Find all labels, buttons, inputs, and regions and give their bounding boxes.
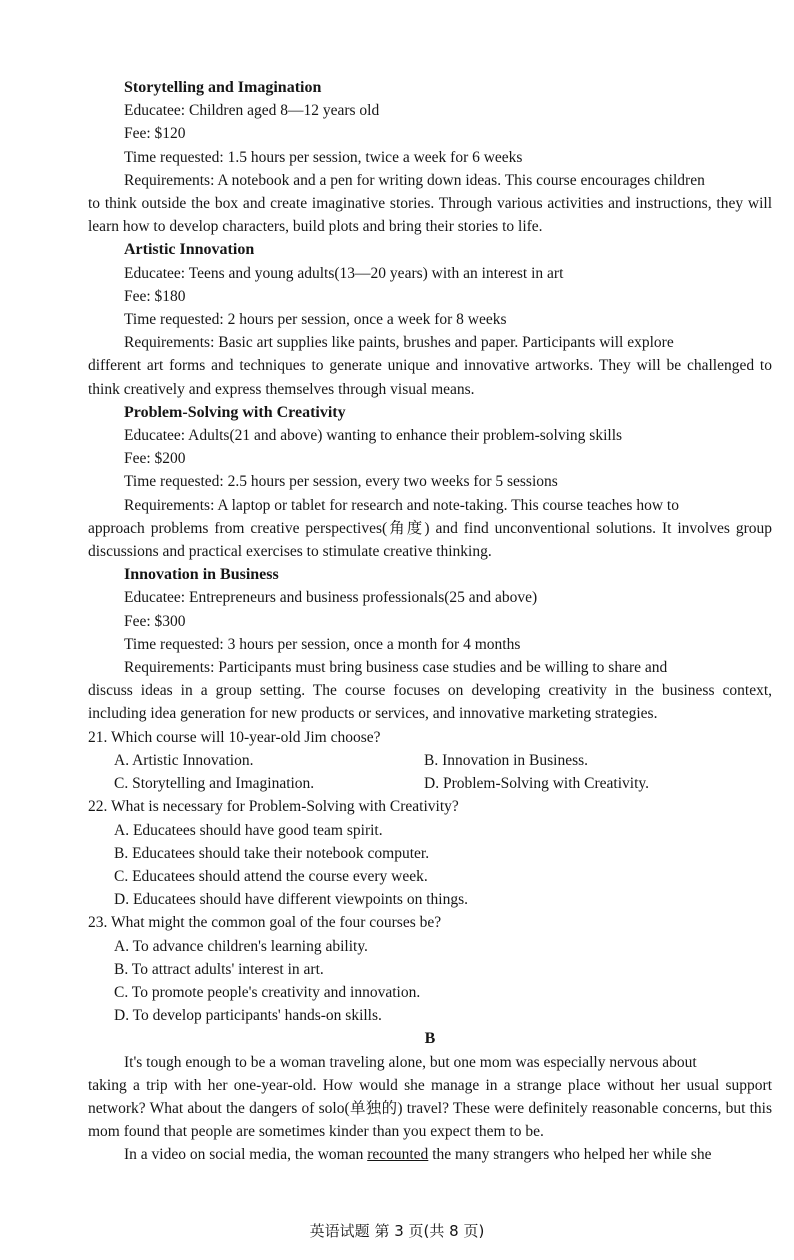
paragraph-text: In a video on social media, the woman <box>124 1146 368 1164</box>
underlined-word: recounted <box>367 1146 429 1164</box>
option-b: B. To attract adults' interest in art. <box>114 960 324 978</box>
requirements-rest: approach problems from creative perspectives(角度) and find unconventional solutions. It involves group discussions and practical exercises to stimulate creative thinking. <box>88 519 772 561</box>
course-storytelling <box>88 76 772 238</box>
option-row <box>88 772 772 795</box>
course-fee: Fee: $180 <box>124 287 186 305</box>
course-time: Time requested: 1.5 hours per session, twice a week for 6 weeks <box>124 148 523 166</box>
passage-b-paragraph-1 <box>88 1051 772 1144</box>
paragraph-rest: taking a trip with her one-year-old. How would she manage in a strange place without her usual support network? What about the dangers of solo(单独的) travel? These were definitely reasonable concerns, but this mom found that people are sometimes kinder than you expect them to be. <box>88 1076 772 1141</box>
question-21 <box>88 726 772 796</box>
requirements-first-line: Requirements: A laptop or tablet for research and note-taking. This course teaches how to <box>124 496 679 514</box>
question-stem: 22. What is necessary for Problem-Solving with Creativity? <box>88 798 459 816</box>
course-title: Storytelling and Imagination <box>124 79 322 96</box>
requirements-first-line: Requirements: A notebook and a pen for writing down ideas. This course encourages children <box>124 171 705 189</box>
page-content <box>88 76 772 1167</box>
question-stem: 21. Which course will 10-year-old Jim choose? <box>88 728 381 746</box>
course-requirements <box>88 331 772 401</box>
course-educatee: Educatee: Entrepreneurs and business professionals(25 and above) <box>124 589 538 607</box>
page-footer: 英语试题 第 3 页(共 8 页) <box>309 1222 485 1240</box>
passage-b-paragraph-2 <box>88 1143 772 1166</box>
option-row <box>88 749 772 772</box>
option-d: D. To develop participants' hands-on skills. <box>114 1007 382 1025</box>
requirements-first-line: Requirements: Participants must bring business case studies and be willing to share and <box>124 659 668 677</box>
question-23 <box>88 911 772 1027</box>
option-a: A. Educatees should have good team spirit. <box>114 821 383 839</box>
paragraph-text: the many strangers who helped her while she <box>428 1146 712 1164</box>
option-d: D. Problem-Solving with Creativity. <box>424 775 650 793</box>
course-fee: Fee: $120 <box>124 125 186 143</box>
section-letter: B <box>424 1030 436 1048</box>
option-c: C. Educatees should attend the course every week. <box>114 867 428 885</box>
course-time: Time requested: 3 hours per session, once a month for 4 months <box>124 635 521 653</box>
course-educatee: Educatee: Children aged 8—12 years old <box>124 102 380 120</box>
requirements-rest: to think outside the box and create imaginative stories. Through various activities and instructions, they will learn how to develop characters, build plots and bring their stories to life. <box>88 195 772 236</box>
option-a: A. To advance children's learning ability. <box>114 937 368 955</box>
option-d: D. Educatees should have different viewpoints on things. <box>114 891 468 909</box>
course-time: Time requested: 2.5 hours per session, every two weeks for 5 sessions <box>124 473 558 491</box>
option-c: C. Storytelling and Imagination. <box>114 775 315 793</box>
option-c: C. To promote people's creativity and innovation. <box>114 983 421 1001</box>
course-requirements <box>88 494 772 564</box>
course-title: Problem-Solving with Creativity <box>124 403 346 421</box>
course-problem-solving <box>88 401 772 563</box>
course-title: Artistic Innovation <box>124 241 255 259</box>
requirements-rest: discuss ideas in a group setting. The course focuses on developing creativity in the business context, including idea generation for new products or services, and innovative marketing strategies. <box>88 682 772 723</box>
course-innovation-in-business <box>88 563 772 725</box>
requirements-rest: different art forms and techniques to generate unique and innovative artworks. They will be challenged to think creatively and express themselves through visual means. <box>88 357 772 398</box>
course-requirements <box>88 169 772 239</box>
course-time: Time requested: 2 hours per session, once a week for 8 weeks <box>124 311 507 329</box>
requirements-first-line: Requirements: Basic art supplies like paints, brushes and paper. Participants will explore <box>124 334 674 352</box>
option-a: A. Artistic Innovation. <box>114 751 254 769</box>
course-artistic-innovation <box>88 238 772 400</box>
course-fee: Fee: $300 <box>124 612 186 630</box>
question-22 <box>88 795 772 911</box>
course-title: Innovation in Business <box>124 566 279 584</box>
option-b: B. Innovation in Business. <box>424 751 589 769</box>
course-educatee: Educatee: Teens and young adults(13—20 years) with an interest in art <box>124 264 564 282</box>
paragraph-first-line: It's tough enough to be a woman traveling alone, but one mom was especially nervous about <box>124 1053 697 1071</box>
course-requirements <box>88 656 772 726</box>
course-fee: Fee: $200 <box>124 450 186 468</box>
question-stem: 23. What might the common goal of the four courses be? <box>88 914 442 932</box>
course-educatee: Educatee: Adults(21 and above) wanting to enhance their problem-solving skills <box>124 427 623 445</box>
option-b: B. Educatees should take their notebook computer. <box>114 844 430 862</box>
